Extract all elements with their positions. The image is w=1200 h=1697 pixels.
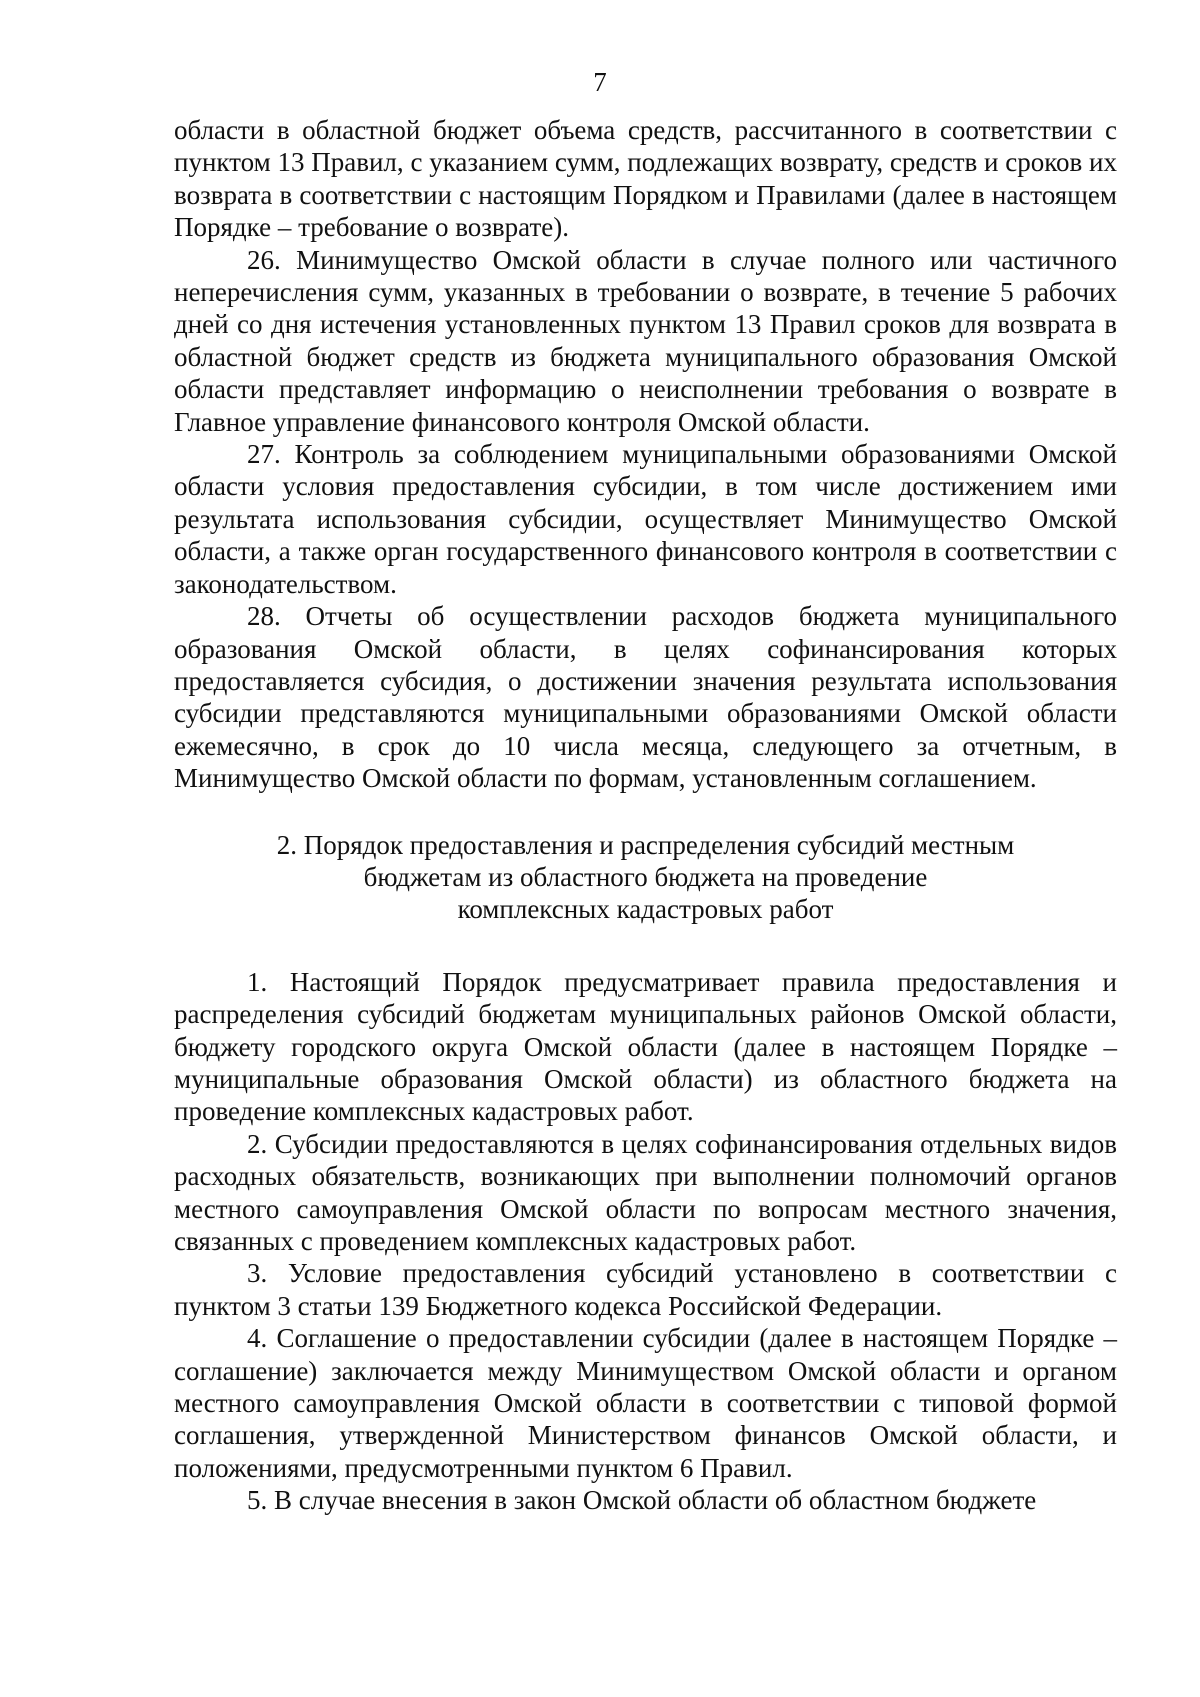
section-paragraph-4: 4. Соглашение о предоставлении субсидии (далее в настоящем Порядке – соглашение) заключается между Минимуществом Омской области и органом местного самоуправления Омской области в соответствии с типовой формой соглашения, утвержденной Министерством финансов Омской области, и положениями, предусмотренными пунктом 6 Правил. [174, 1323, 1117, 1483]
section-heading-line: бюджетам из областного бюджета на проведение [363, 861, 928, 892]
section-heading [174, 829, 1117, 926]
section-paragraph-2: 2. Субсидии предоставляются в целях софинансирования отдельных видов расходных обязательств, возникающих при выполнении полномочий органов местного самоуправления Омской области по вопросам местного значения, связанных с проведением комплексных кадастровых работ. [174, 1128, 1117, 1256]
section-heading-line: 2. Порядок предоставления и распределения субсидий местным [276, 829, 1015, 860]
paragraph-28: 28. Отчеты об осуществлении расходов бюджета муниципального образования Омской области, в целях софинансирования которых предоставляется субсидия, о достижении значения результата использования субсидии представляются муниципальными образованиями Омской области ежемесячно, в срок до 10 числа месяца, следующего за отчетным, в Минимущество Омской области по формам, установленным соглашением. [174, 601, 1117, 794]
section-paragraph-1: 1. Настоящий Порядок предусматривает правила предоставления и распределения субсидий бюджетам муниципальных районов Омской области, бюджету городского округа Омской области (далее в настоящем Порядке – муниципальные образования Омской области) из областного бюджета на проведение комплексных кадастровых работ. [174, 966, 1117, 1127]
section-heading-line: комплексных кадастровых работ [457, 894, 834, 925]
page-number: 7 [593, 67, 607, 97]
paragraph-27: 27. Контроль за соблюдением муниципальными образованиями Омской области условия предоставления субсидии, в том числе достижением ими результата использования субсидии, осуществляет Минимущество Омской области, а также орган государственного финансового контроля в соответствии с законодательством. [174, 439, 1117, 599]
section-paragraph-5: 5. В случае внесения в закон Омской области об областном бюджете [247, 1485, 1037, 1516]
paragraph-26: 26. Минимущество Омской области в случае полного или частичного неперечисления сумм, указанных в требовании о возврате, в течение 5 рабочих дней со дня истечения установленных пунктом 13 Правил сроков для возврата в областной бюджет средств из бюджета муниципального образования Омской области представляет информацию о неисполнении требования о возврате в Главное управление финансового контроля Омской области. [174, 244, 1117, 437]
document-body [174, 114, 1117, 1517]
section-paragraph-3: 3. Условие предоставления субсидий установлено в соответствии с пунктом 3 статьи 139 Бюджетного кодекса Российской Федерации. [174, 1258, 1117, 1321]
paragraph-continuation: области в областной бюджет объема средств, рассчитанного в соответствии с пунктом 13 Правил, с указанием сумм, подлежащих возврату, средств и сроков их возврата в соответствии с настоящим Порядком и Правилами (далее в настоящем Порядке – требование о возврате). [174, 115, 1117, 243]
